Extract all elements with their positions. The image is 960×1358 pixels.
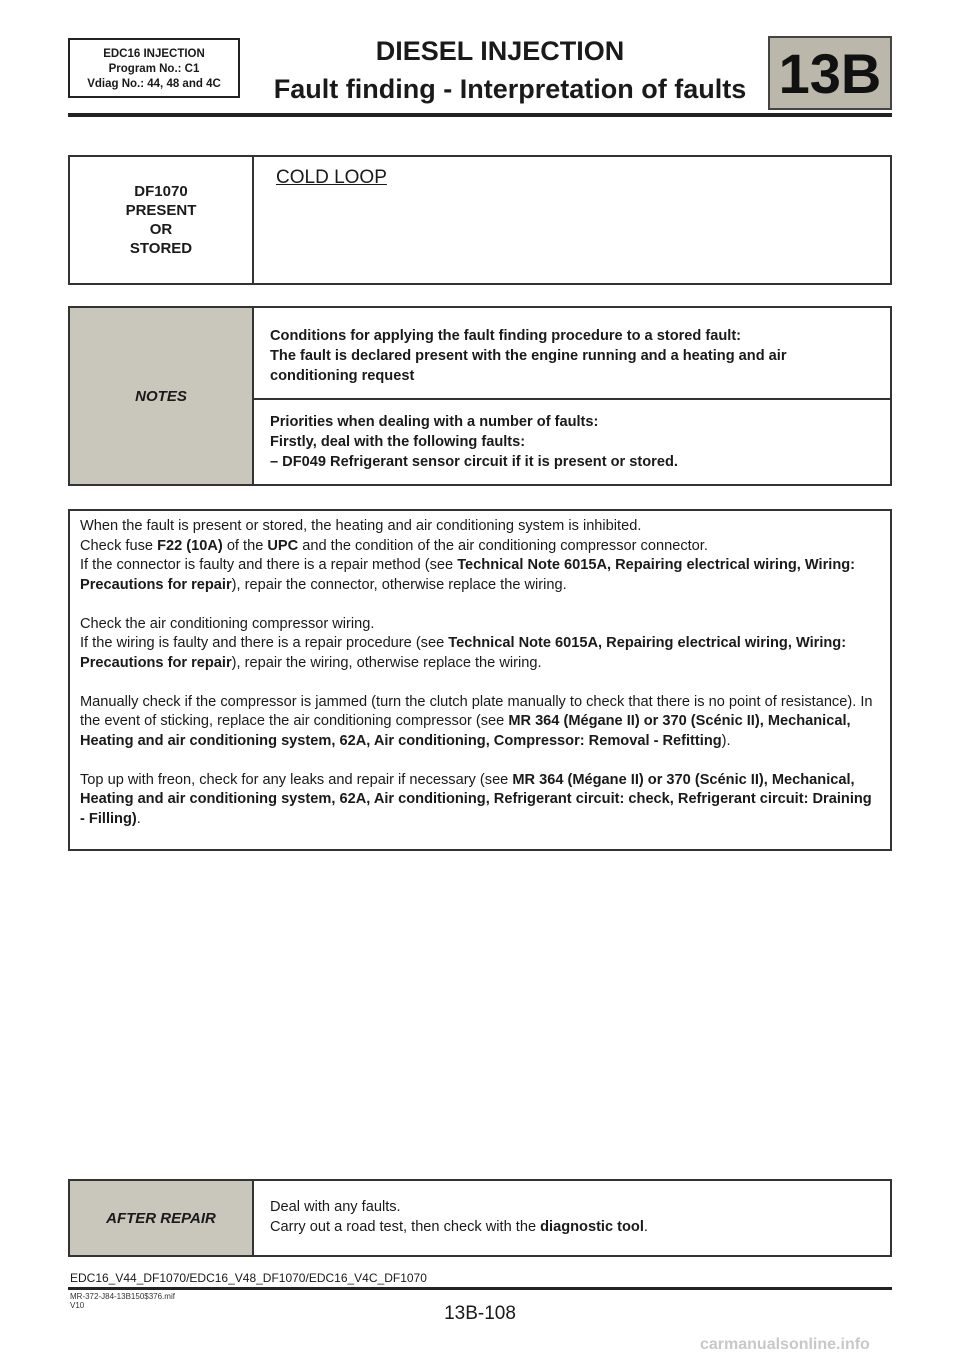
- after-repair-label: AFTER REPAIR: [70, 1181, 254, 1255]
- fault-code: DF1070: [134, 183, 188, 200]
- fault-status: OR: [149, 221, 173, 238]
- procedure-box: [68, 509, 892, 851]
- section-code-badge: 13B: [768, 36, 892, 110]
- fuse-reference: F22 (10A): [157, 537, 223, 554]
- procedure-paragraph: [80, 693, 880, 752]
- procedure-text: of the: [222, 537, 268, 554]
- procedure-text: Check fuse: [80, 537, 158, 554]
- footer-divider: [68, 1287, 892, 1290]
- footer-file-info: [70, 1292, 175, 1310]
- page-subtitle: Fault finding - Interpretation of faults: [273, 74, 747, 104]
- diagnostic-tool-reference: diagnostic tool: [540, 1219, 644, 1235]
- procedure-text: ), repair the wiring, otherwise replace the wiring.: [231, 654, 542, 671]
- procedure-paragraph: [80, 771, 880, 830]
- footer-reference: EDC16_V44_DF1070/EDC16_V48_DF1070/EDC16_V4C_DF1070: [70, 1271, 427, 1285]
- page-number: 13B-108: [444, 1303, 516, 1324]
- procedure-text: ), repair the connector, otherwise replace the wiring.: [231, 576, 567, 593]
- notes-text: The fault is declared present with the engine running and a heating and air conditioning request: [270, 348, 787, 384]
- upc-reference: UPC: [267, 537, 299, 554]
- procedure-text: .: [136, 810, 141, 827]
- after-repair-text-part: Carry out a road test, then check with the: [270, 1219, 541, 1235]
- notes-label: NOTES: [70, 308, 254, 484]
- fault-table: [68, 155, 892, 285]
- notes-text: – DF049 Refrigerant sensor circuit if it is present or stored.: [270, 454, 678, 470]
- notes-priorities: [254, 400, 890, 484]
- notes-text: Conditions for applying the fault finding procedure to a stored fault:: [270, 328, 742, 344]
- procedure-text: ).: [721, 732, 731, 749]
- footer-version: V10: [70, 1301, 85, 1310]
- doc-reference: MR 364 (Mégane II) or 370 (Scénic II), Mechanical, Heating and air conditioning system, 62A, Air conditioning, Refrigerant circuit: check, Refrigerant circuit: Draining - Filling): [80, 771, 872, 827]
- program-info-line: Program No.: C1: [108, 63, 200, 75]
- notes-conditions: [254, 308, 890, 400]
- procedure-text: If the connector is faulty and there is a repair method (see: [80, 557, 458, 573]
- procedure-text: If the wiring is faulty and there is a repair procedure (see: [80, 635, 449, 651]
- procedure-paragraph: [80, 517, 880, 595]
- after-repair-content: [270, 1197, 648, 1237]
- after-repair-text: [270, 1217, 648, 1237]
- procedure-text: Check the air conditioning compressor wiring.: [80, 615, 375, 632]
- program-info-box: [68, 38, 240, 98]
- notes-table: [68, 306, 892, 486]
- doc-reference: Technical Note 6015A, Repairing electrical wiring, Wiring: Precautions for repair: [80, 557, 856, 593]
- after-repair-text-part: .: [643, 1219, 648, 1235]
- doc-reference: Technical Note 6015A, Repairing electrical wiring, Wiring: Precautions for repair: [80, 635, 847, 671]
- notes-text: Priorities when dealing with a number of faults:: [270, 414, 599, 430]
- fault-status: PRESENT: [125, 202, 197, 219]
- procedure-text: When the fault is present or stored, the heating and air conditioning system is inhibited.: [80, 518, 642, 534]
- procedure-text: and the condition of the air conditioning compressor connector.: [298, 537, 708, 554]
- procedure-text: Manually check if the compressor is jammed (turn the clutch plate manually to check that there is no point of resistance). In the event of sticking, replace the air conditioning compressor (see: [80, 693, 873, 729]
- doc-reference: MR 364 (Mégane II) or 370 (Scénic II), Mechanical, Heating and air conditioning system, 62A, Air conditioning, Compressor: Removal - Refitting: [80, 713, 851, 749]
- page-title: DIESEL INJECTION: [375, 36, 625, 66]
- fault-status: STORED: [129, 240, 193, 257]
- watermark-text: carmanualsonline.info: [700, 1336, 870, 1353]
- fault-code-cell: [70, 157, 254, 283]
- procedure-text: Top up with freon, check for any leaks and repair if necessary (see: [80, 771, 513, 788]
- after-repair-text: Deal with any faults.: [270, 1199, 401, 1215]
- header-divider: [68, 113, 892, 117]
- procedure-paragraph: [80, 615, 880, 674]
- fault-title: COLD LOOP: [276, 167, 387, 188]
- program-info-line: Vdiag No.: 44, 48 and 4C: [87, 78, 221, 90]
- notes-text: Firstly, deal with the following faults:: [270, 434, 526, 450]
- after-repair-table: [68, 1179, 892, 1257]
- program-info-line: EDC16 INJECTION: [103, 48, 205, 60]
- footer-file: MR-372-J84-13B150$376.mif: [70, 1292, 175, 1301]
